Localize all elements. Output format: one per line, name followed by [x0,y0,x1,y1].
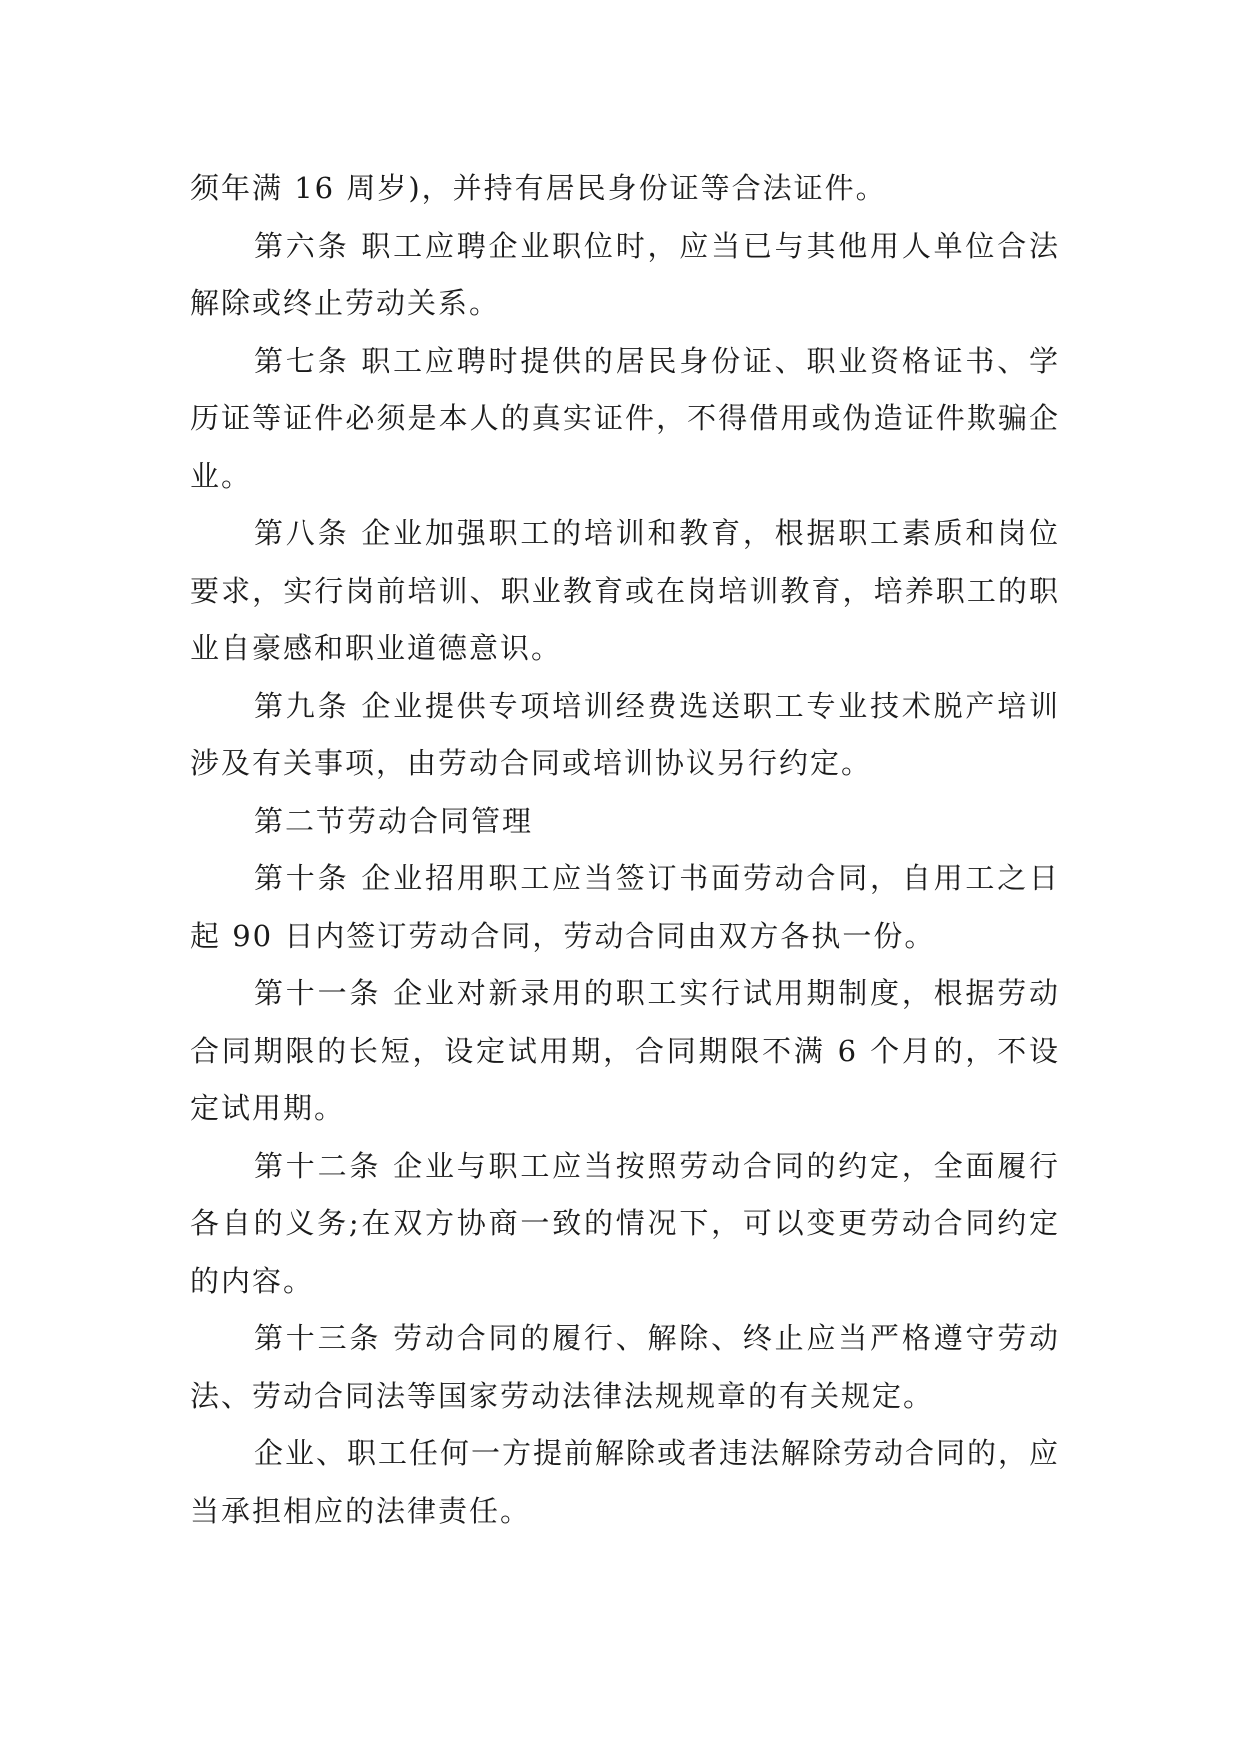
article-13-clause: 企业、职工任何一方提前解除或者违法解除劳动合同的，应当承担相应的法律责任。 [190,1436,1061,1528]
article-13: 第十三条 劳动合同的履行、解除、终止应当严格遵守劳动法、劳动合同法等国家劳动法律法规规章的有关规定。 [190,1321,1060,1413]
article-8: 第八条 企业加强职工的培训和教育，根据职工素质和岗位要求，实行岗前培训、职业教育或在岗培训教育，培养职工的职业自豪感和职业道德意识。 [190,516,1060,665]
article-7: 第七条 职工应聘时提供的居民身份证、职业资格证书、学历证等证件必须是本人的真实证件，不得借用或伪造证件欺骗企业。 [190,343,1060,493]
article-11: 第十一条 企业对新录用的职工实行试用期制度，根据劳动合同期限的长短，设定试用期，合同期限不满 6 个月的，不设定试用期。 [190,976,1060,1125]
article-6: 第六条 职工应聘企业职位时，应当已与其他用人单位合法解除或终止劳动关系。 [190,228,1060,320]
paragraph-continuation: 须年满 16 周岁)，并持有居民身份证等合法证件。 [190,171,887,205]
document-body [190,160,1060,1540]
article-9: 第九条 企业提供专项培训经费选送职工专业技术脱产培训涉及有关事项，由劳动合同或培训协议另行约定。 [190,688,1060,780]
section-heading: 第二节劳动合同管理 [254,803,534,838]
article-12: 第十二条 企业与职工应当按照劳动合同的约定，全面履行各自的义务;在双方协商一致的情况下，可以变更劳动合同约定的内容。 [190,1148,1060,1298]
article-10: 第十条 企业招用职工应当签订书面劳动合同，自用工之日起 90 日内签订劳动合同，劳动合同由双方各执一份。 [190,861,1060,953]
